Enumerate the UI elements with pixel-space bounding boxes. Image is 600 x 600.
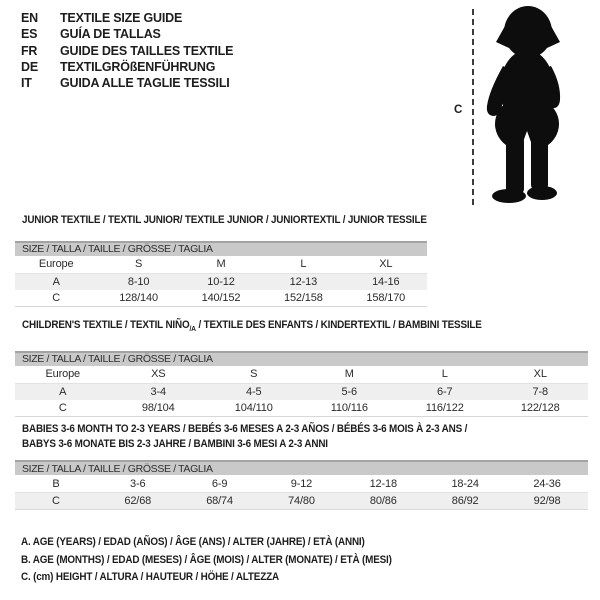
language-guide-title: TEXTILE SIZE GUIDE <box>60 11 183 25</box>
language-row <box>21 26 233 42</box>
table-title-segment: JUNIOR TEXTILE / TEXTIL JUNIOR/ TEXTILE JUNIOR / JUNIORTEXTIL / JUNIOR TESSILE <box>22 214 427 226</box>
size-value-cell: 24-36 <box>506 475 588 493</box>
size-value-cell: XL <box>345 256 427 274</box>
size-value-cell: 110/116 <box>302 400 398 417</box>
table-row <box>15 273 427 290</box>
size-value-cell: 86/92 <box>424 493 506 510</box>
size-table <box>15 460 588 510</box>
size-table <box>15 241 427 307</box>
table-row <box>15 493 588 510</box>
row-label: Europe <box>15 256 97 274</box>
size-value-cell: 80/86 <box>342 493 424 510</box>
language-code: EN <box>21 11 38 25</box>
size-value-cell: 9-12 <box>261 475 343 493</box>
language-guide-title: GUIDE DES TAILLES TEXTILE <box>60 43 234 58</box>
size-value-cell: 7-8 <box>493 383 589 400</box>
language-row <box>21 75 233 91</box>
size-value-cell: 4-5 <box>206 383 302 400</box>
language-code: DE <box>21 59 38 74</box>
table-title-segment: /A <box>189 324 196 334</box>
size-header-cell: SIZE / TALLA / TAILLE / GRÖSSE / TAGLIA <box>15 461 588 475</box>
size-value-cell: 5-6 <box>302 383 398 400</box>
size-value-cell: S <box>97 256 179 274</box>
language-row <box>21 59 233 75</box>
table-header-row <box>15 352 588 366</box>
language-list <box>21 10 233 91</box>
size-table-section <box>15 213 427 307</box>
row-label: B <box>15 475 97 493</box>
size-header-cell: SIZE / TALLA / TAILLE / GRÖSSE / TAGLIA <box>15 352 588 366</box>
footnote-line: A. AGE (YEARS) / EDAD (AÑOS) / ÂGE (ANS) / ALTER (JAHRE) / ETÀ (ANNI) <box>21 536 365 548</box>
size-value-cell: S <box>206 366 302 384</box>
height-measure-label: C <box>454 104 463 116</box>
size-value-cell: L <box>397 366 493 384</box>
size-table-section <box>15 318 588 417</box>
table-header-row <box>15 461 588 475</box>
height-measure-dashed-line <box>472 9 474 205</box>
size-value-cell: 104/110 <box>206 400 302 417</box>
size-value-cell: 18-24 <box>424 475 506 493</box>
footnotes <box>21 534 433 587</box>
size-value-cell: XS <box>111 366 207 384</box>
size-value-cell: 68/74 <box>179 493 261 510</box>
language-row <box>21 10 233 26</box>
size-value-cell: 152/158 <box>262 290 344 307</box>
language-code: FR <box>21 43 38 58</box>
size-value-cell: 3-4 <box>111 383 207 400</box>
row-label: A <box>15 383 111 400</box>
size-value-cell: 98/104 <box>111 400 207 417</box>
table-header-row <box>15 242 427 256</box>
size-value-cell: 122/128 <box>493 400 589 417</box>
row-label: C <box>15 290 97 307</box>
table-title-segment: CHILDREN'S TEXTILE / TEXTIL NIÑO <box>22 319 190 331</box>
language-row <box>21 43 233 59</box>
table-title <box>22 213 427 228</box>
table-row <box>15 383 588 400</box>
row-label: A <box>15 273 97 290</box>
size-value-cell: 74/80 <box>261 493 343 510</box>
size-value-cell: 10-12 <box>180 273 262 290</box>
row-label: C <box>15 400 111 417</box>
table-title-segment: BABIES 3-6 MONTH TO 2-3 YEARS / BEBÉS 3-6 MESES A 2-3 AÑOS / BÉBÉS 3-6 MOIS À 2-3 ANS / <box>22 423 468 435</box>
size-value-cell: 12-18 <box>342 475 424 493</box>
language-guide-title: GUÍA DE TALLAS <box>60 27 161 42</box>
size-value-cell: XL <box>493 366 589 384</box>
size-value-cell: 92/98 <box>506 493 588 510</box>
language-guide-title: TEXTILGRÖßENFÜHRUNG <box>60 59 216 74</box>
size-value-cell: 8-10 <box>97 273 179 290</box>
table-title <box>22 318 531 337</box>
row-label: Europe <box>15 366 111 384</box>
size-header-cell: SIZE / TALLA / TAILLE / GRÖSSE / TAGLIA <box>15 242 427 256</box>
table-title-segment: BABYS 3-6 MONATE BIS 2-3 JAHRE / BAMBINI 3-6 MESI A 2-3 ANNI <box>22 437 328 450</box>
size-value-cell: 12-13 <box>262 273 344 290</box>
size-value-cell: 62/68 <box>97 493 179 510</box>
language-code: ES <box>21 27 38 42</box>
table-row <box>15 290 427 307</box>
size-value-cell: 158/170 <box>345 290 427 307</box>
footnote-line: B. AGE (MONTHS) / EDAD (MESES) / ÂGE (MOIS) / ALTER (MONATE) / ETÀ (MESI) <box>21 553 392 566</box>
size-value-cell: 116/122 <box>397 400 493 417</box>
size-value-cell: M <box>180 256 262 274</box>
table-title <box>22 422 531 451</box>
table-row <box>15 256 427 274</box>
size-value-cell: 6-9 <box>179 475 261 493</box>
size-table-section <box>15 422 588 510</box>
language-code: IT <box>21 76 32 91</box>
table-row <box>15 366 588 384</box>
table-row <box>15 400 588 417</box>
language-guide-title: GUIDA ALLE TAGLIE TESSILI <box>60 76 230 91</box>
size-table <box>15 351 588 417</box>
size-value-cell: M <box>302 366 398 384</box>
baby-silhouette-icon <box>481 6 576 208</box>
size-value-cell: 14-16 <box>345 273 427 290</box>
size-value-cell: 6-7 <box>397 383 493 400</box>
table-row <box>15 475 588 493</box>
row-label: C <box>15 493 97 510</box>
footnote-line: C. (cm) HEIGHT / ALTURA / HAUTEUR / HÖHE / ALTEZZA <box>21 571 279 584</box>
size-value-cell: L <box>262 256 344 274</box>
table-title-segment: / TEXTILE DES ENFANTS / KINDERTEXTIL / BAMBINI TESSILE <box>195 319 482 331</box>
size-value-cell: 3-6 <box>97 475 179 493</box>
size-value-cell: 140/152 <box>180 290 262 307</box>
size-value-cell: 128/140 <box>97 290 179 307</box>
